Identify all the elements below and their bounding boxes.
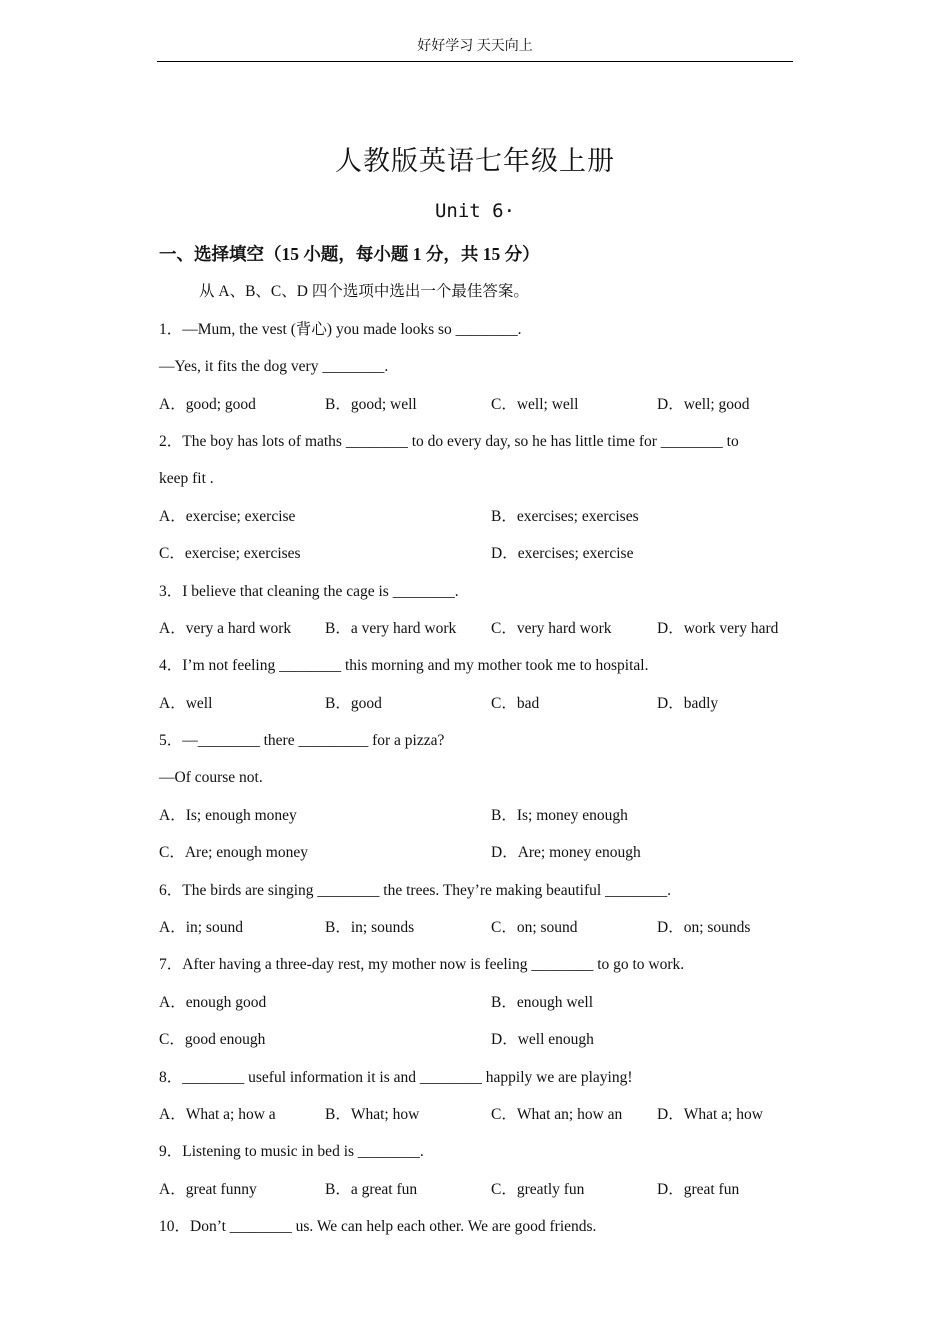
question-text: 2．The boy has lots of maths ________ to do every day, so he has little time for ________ to bbox=[159, 432, 739, 450]
answer-option: D．well enough bbox=[491, 1031, 594, 1049]
question-text: 10．Don’t ________ us. We can help each other. We are good friends. bbox=[159, 1218, 597, 1236]
options-row bbox=[159, 535, 793, 572]
answer-option: C．greatly fun bbox=[491, 1180, 585, 1198]
answer-option: C．Are; enough money bbox=[159, 844, 308, 862]
question-text: 5．—________ there _________ for a pizza? bbox=[159, 732, 445, 750]
answer-option: D．badly bbox=[657, 694, 719, 712]
options-row bbox=[159, 685, 793, 722]
answer-option: B．good; well bbox=[325, 395, 417, 413]
question-text: 1．—Mum, the vest (背心) you made looks so ________. bbox=[159, 320, 522, 338]
answer-option: A．exercise; exercise bbox=[159, 507, 296, 525]
document-subtitle: Unit 6· bbox=[434, 200, 516, 222]
answer-option: A．good; good bbox=[159, 395, 256, 413]
question-text: 9．Listening to music in bed is ________. bbox=[159, 1143, 424, 1161]
answer-option: A．in; sound bbox=[159, 919, 243, 937]
page-header: 好好学习 天天向上 bbox=[417, 39, 533, 54]
answer-option: C．on; sound bbox=[491, 919, 578, 937]
question-text: 4．I’m not feeling ________ this morning and my mother took me to hospital. bbox=[159, 657, 649, 675]
answer-option: C．What an; how an bbox=[491, 1105, 623, 1123]
answer-option: D．Are; money enough bbox=[491, 844, 641, 862]
answer-option: B．What; how bbox=[325, 1105, 420, 1123]
answer-option: C．good enough bbox=[159, 1031, 266, 1049]
options-row bbox=[159, 984, 793, 1021]
answer-option: D．work very hard bbox=[657, 619, 779, 637]
answer-option: B．enough well bbox=[491, 993, 594, 1011]
section-instruction: 从 A、B、C、D 四个选项中选出一个最佳答案。 bbox=[199, 283, 529, 301]
question-item bbox=[159, 722, 793, 872]
answer-option: C．very hard work bbox=[491, 619, 612, 637]
question-item bbox=[159, 946, 793, 1058]
answer-option: C．bad bbox=[491, 694, 540, 712]
question-item bbox=[159, 311, 793, 423]
question-item bbox=[159, 1059, 793, 1134]
options-row bbox=[159, 1096, 793, 1133]
answer-option: A．very a hard work bbox=[159, 619, 292, 637]
question-text: 3．I believe that cleaning the cage is ________. bbox=[159, 582, 459, 600]
answer-option: B．good bbox=[325, 694, 382, 712]
answer-option: D．exercises; exercise bbox=[491, 545, 634, 563]
answer-option: D．well; good bbox=[657, 395, 750, 413]
answer-option: A．well bbox=[159, 694, 213, 712]
question-text: 7．After having a three-day rest, my mother now is feeling ________ to go to work. bbox=[159, 956, 685, 974]
question-item bbox=[159, 1208, 793, 1245]
question-text: 6．The birds are singing ________ the trees. They’re making beautiful ________. bbox=[159, 881, 671, 899]
question-item bbox=[159, 647, 793, 722]
answer-option: A．Is; enough money bbox=[159, 806, 297, 824]
options-row bbox=[159, 610, 793, 647]
question-item bbox=[159, 872, 793, 947]
question-text: keep fit . bbox=[159, 470, 214, 488]
answer-option: D．What a; how bbox=[657, 1105, 763, 1123]
question-item bbox=[159, 423, 793, 573]
answer-option: D．great fun bbox=[657, 1180, 740, 1198]
answer-option: B．in; sounds bbox=[325, 919, 415, 937]
answer-option: B．a great fun bbox=[325, 1180, 418, 1198]
question-section bbox=[159, 236, 793, 1246]
answer-option: A．enough good bbox=[159, 993, 267, 1011]
answer-option: D．on; sounds bbox=[657, 919, 751, 937]
question-item bbox=[159, 1133, 793, 1208]
answer-option: B．Is; money enough bbox=[491, 806, 628, 824]
options-row bbox=[159, 909, 793, 946]
question-text: —Of course not. bbox=[159, 769, 263, 787]
header-divider bbox=[157, 61, 793, 62]
options-row bbox=[159, 1021, 793, 1058]
question-text: 8．________ useful information it is and ________ happily we are playing! bbox=[159, 1068, 633, 1086]
options-row bbox=[159, 498, 793, 535]
answer-option: C．well; well bbox=[491, 395, 579, 413]
answer-option: B．a very hard work bbox=[325, 619, 457, 637]
answer-option: C．exercise; exercises bbox=[159, 545, 301, 563]
answer-option: A．What a; how a bbox=[159, 1105, 276, 1123]
section-heading: 一、选择填空（15 小题，每小题 1 分，共 15 分） bbox=[159, 244, 540, 264]
question-list bbox=[159, 311, 793, 1246]
document-title: 人教版英语七年级上册 bbox=[335, 146, 615, 176]
question-text: —Yes, it fits the dog very ________. bbox=[159, 358, 389, 376]
answer-option: A．great funny bbox=[159, 1180, 257, 1198]
options-row bbox=[159, 834, 793, 871]
answer-option: B．exercises; exercises bbox=[491, 507, 639, 525]
question-item bbox=[159, 573, 793, 648]
options-row bbox=[159, 797, 793, 834]
options-row bbox=[159, 386, 793, 423]
options-row bbox=[159, 1171, 793, 1208]
